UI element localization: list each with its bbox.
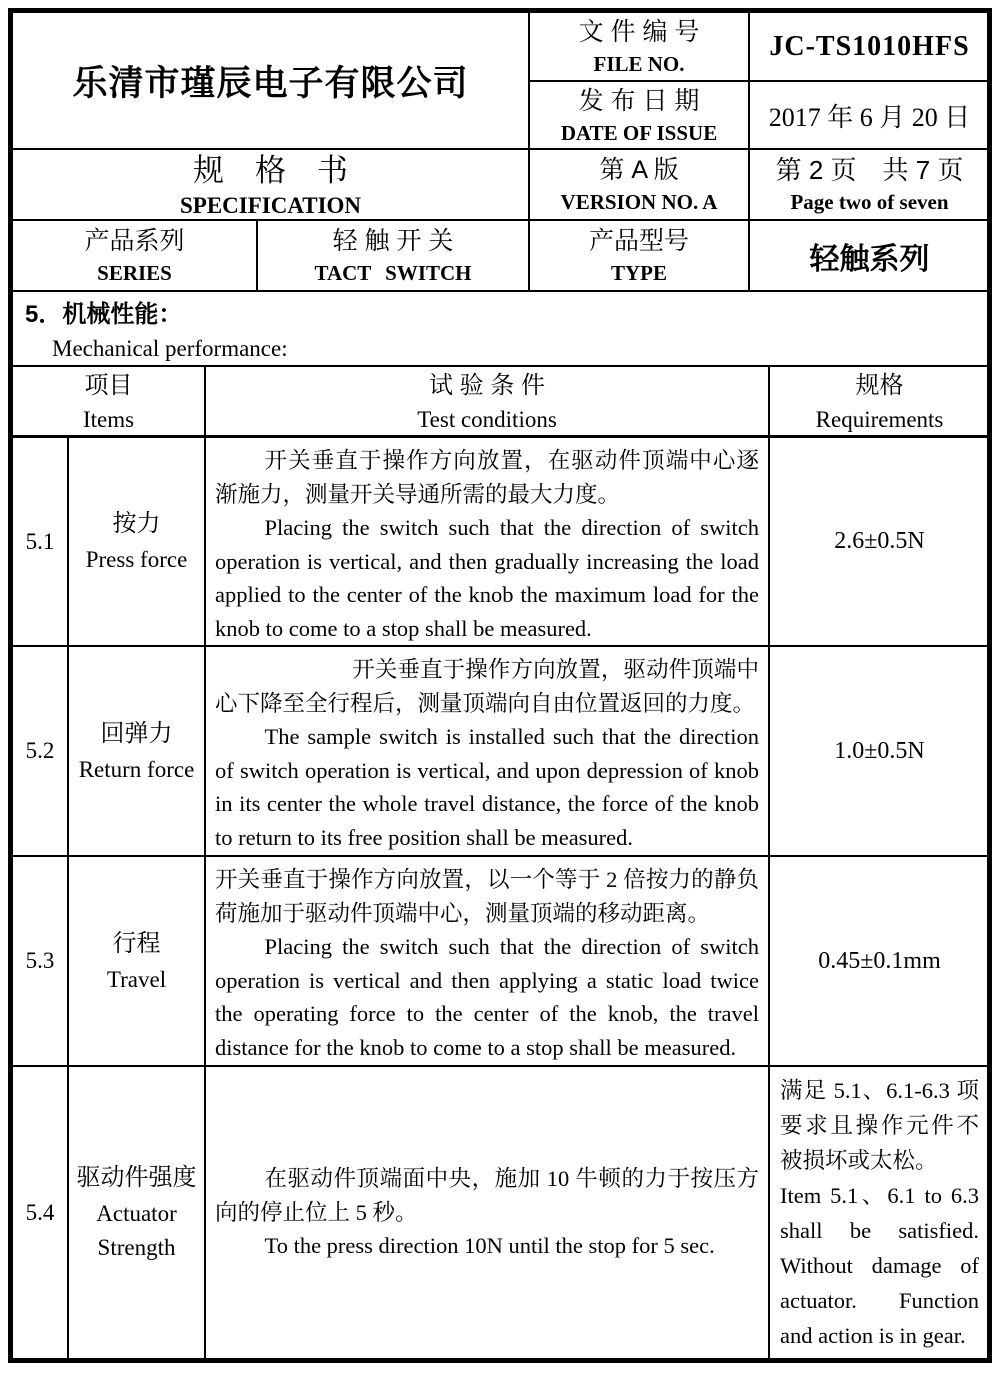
items-header-zh: 项目 [84, 372, 133, 399]
condition-cell [205, 1066, 769, 1358]
series-value-cell [257, 220, 529, 290]
requirements-header-zh: 规格 [855, 372, 904, 399]
item-name-en: Travel [106, 966, 167, 992]
requirement-en: Item 5.1、6.1 to 6.3 shall be satisfied. Without damage of actuator. Function and action is in gear. [780, 1182, 980, 1348]
condition-zh: 开关垂直于操作方向放置，在驱动件顶端中心逐渐施力，测量开关导通所需的最大力度。 [215, 448, 760, 507]
header-table [13, 13, 989, 290]
page-number-cell [749, 149, 989, 220]
series-value-en: TACT SWITCH [314, 261, 472, 285]
series-label-zh: 产品系列 [84, 227, 185, 255]
spec-title-en: SPECIFICATION [179, 193, 362, 218]
date-of-issue-label-zh: 发 布 日 期 [578, 86, 700, 115]
table-row-5-2 [13, 646, 989, 856]
requirement-value: 2.6±0.5N [769, 437, 989, 647]
condition-cell [205, 646, 769, 856]
date-of-issue-value-cell [749, 81, 989, 149]
table-row-5-4 [13, 1066, 989, 1358]
table-row-5-3 [13, 856, 989, 1066]
series-label-en: SERIES [97, 261, 172, 285]
requirement-value: 0.45±0.1mm [769, 856, 989, 1066]
conditions-header-en: Test conditions [417, 407, 557, 432]
section-title-zh: 5．机械性能： [25, 301, 183, 328]
item-cell [68, 646, 205, 856]
conditions-header-cell [205, 367, 769, 437]
condition-en: To the press direction 10N until the stop for 5 sec. [264, 1233, 715, 1259]
series-value-zh: 轻 触 开 关 [332, 227, 454, 255]
date-of-issue-label-cell [529, 81, 749, 149]
row-number: 5.2 [13, 646, 68, 856]
requirement-zh: 满足 5.1、6.1-6.3 项要求且操作元件不被损坏或太松。 [780, 1077, 980, 1173]
version-zh: 第 A 版 [599, 156, 679, 184]
item-cell [68, 1066, 205, 1358]
item-name-zh: 回弹力 [100, 720, 173, 747]
row-number: 5.4 [13, 1066, 68, 1358]
condition-cell [205, 437, 769, 647]
file-no-value-cell [749, 13, 989, 81]
file-no-label-zh: 文 件 编 号 [578, 18, 700, 46]
condition-en: Placing the switch such that the direction of switch operation is vertical and then applying a static load twice the operating force to the center of the knob, the travel distance for the knob to come to a stop shall be measured. [215, 934, 760, 1060]
item-name-zh: 按力 [112, 511, 161, 537]
version-en: VERSION NO. A [560, 190, 718, 214]
requirements-header-cell [769, 367, 989, 437]
condition-en: The sample switch is installed such that the direction of switch operation is vertical, and upon depression of knob in its center the whole travel distance, the force of the knob to return to its free position shall be measured. [215, 724, 760, 850]
requirements-header-en: Requirements [815, 407, 944, 432]
item-name-zh: 驱动件强度 [76, 1165, 197, 1191]
type-value: 轻触系列 [809, 242, 930, 276]
item-cell [68, 856, 205, 1066]
condition-cell [205, 856, 769, 1066]
performance-table [13, 367, 989, 1358]
condition-zh: 在驱动件顶端面中央，施加 10 牛顿的力于按压方向的停止位上 5 秒。 [215, 1166, 760, 1225]
company-name: 乐清市瑾辰电子有限公司 [72, 63, 469, 103]
spec-title-zh: 规 格 书 [193, 153, 348, 188]
items-header-cell [13, 367, 205, 437]
row-number: 5.3 [13, 856, 68, 1066]
items-header-en: Items [82, 407, 135, 432]
page-number-en: Page two of seven [790, 190, 949, 214]
spec-sheet-page [8, 8, 992, 1363]
page-number-zh: 第 2 页 共 7 页 [775, 155, 964, 185]
section-heading [13, 290, 987, 367]
company-cell [13, 13, 529, 149]
item-name-zh: 行程 [112, 930, 161, 957]
spec-title-cell [13, 149, 529, 220]
condition-zh: 开关垂直于操作方向放置，驱动件顶端中心下降至全行程后，测量顶端向自由位置返回的力度。 [215, 657, 760, 716]
file-no-value: JC-TS1010HFS [769, 30, 970, 62]
item-name-en: Press force [85, 547, 188, 572]
type-label-en: TYPE [611, 261, 668, 285]
section-title-en: Mechanical performance: [52, 336, 288, 361]
condition-zh: 开关垂直于操作方向放置，以一个等于 2 倍按力的静负荷施加于驱动件顶端中心，测量顶端的移动距离。 [215, 867, 760, 926]
date-of-issue-value: 2017 年 6 月 20 日 [768, 102, 971, 132]
condition-en: Placing the switch such that the direction of switch operation is vertical, and then gradually increasing the load applied to the center of the knob the maximum load for the knob to come to a stop shall be measured. [215, 515, 760, 641]
item-name-en: Actuator Strength [96, 1201, 177, 1260]
type-label-cell [529, 220, 749, 290]
item-name-en: Return force [78, 756, 195, 782]
date-of-issue-label-en: DATE OF ISSUE [560, 120, 718, 145]
series-label-cell [13, 220, 257, 290]
requirement-cell [769, 1066, 989, 1358]
row-number: 5.1 [13, 437, 68, 647]
requirement-value: 1.0±0.5N [769, 646, 989, 856]
conditions-header-zh: 试 验 条 件 [429, 372, 546, 399]
type-value-cell [749, 220, 989, 290]
file-no-label-en: FILE NO. [593, 52, 685, 76]
table-row-5-1 [13, 437, 989, 647]
version-cell [529, 149, 749, 220]
type-label-zh: 产品型号 [589, 227, 690, 255]
file-no-label-cell [529, 13, 749, 81]
item-cell [68, 437, 205, 647]
